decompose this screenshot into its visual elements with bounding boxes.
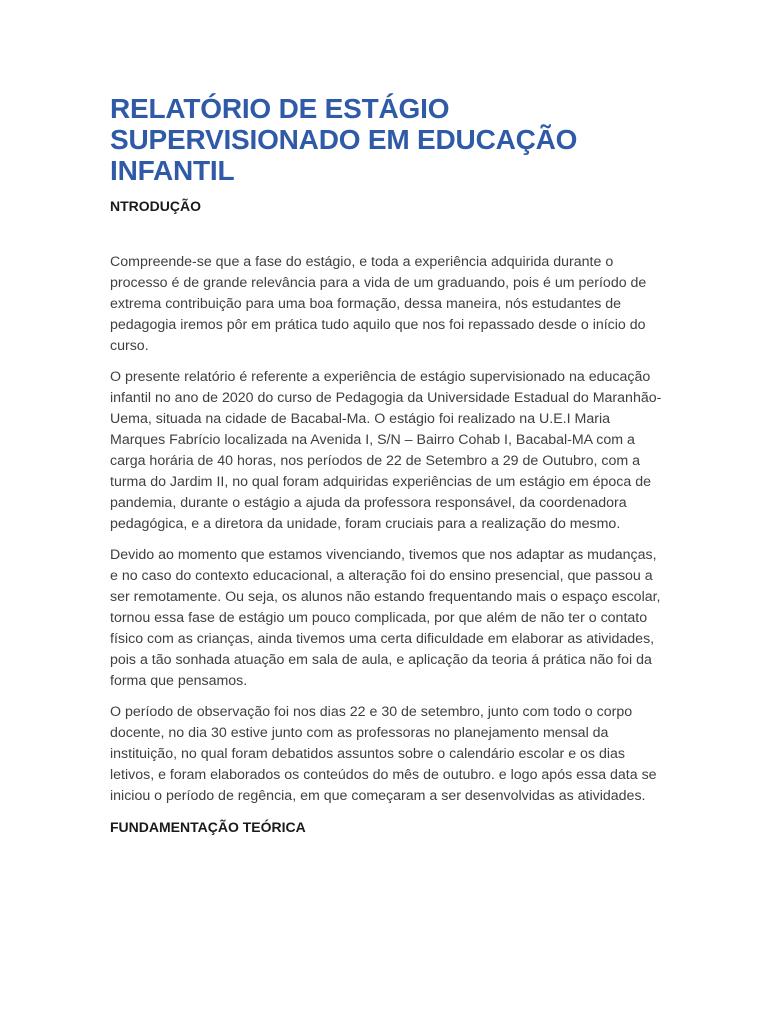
paragraph-2: O presente relatório é referente a experiência de estágio supervisionado na educação infantil no ano de 2020 do curso de Pedagogia da Universidade Estadual do Maranhão- Uema, situada na cidade de Bacabal-Ma. O estágio foi realizado na U.E.I Maria Marques Fabrício localizada na Avenida I, S/N – Bairro Cohab I, Bacabal-MA com a carga horária de 40 horas, nos períodos de 22 de Setembro a 29 de Outubro, com a turma do Jardim II, no qual foram adquiridas experiências de um estágio em época de pandemia, durante o estágio a ajuda da professora responsável, da coordenadora pedagógica, e a diretora da unidade, foram cruciais para a realização do mesmo. <box>110 369 662 532</box>
document-body <box>110 93 662 838</box>
document-title: RELATÓRIO DE ESTÁGIO SUPERVISIONADO EM EDUCAÇÃO INFANTIL <box>110 93 578 186</box>
paragraph-3: Devido ao momento que estamos vivenciando, tivemos que nos adaptar as mudanças, e no caso do contexto educacional, a alteração foi do ensino presencial, que passou a ser remotamente. Ou seja, os alunos não estando frequentando mais o espaço escolar, tornou essa fase de estágio um pouco complicada, por que além de não ter o contato físico com as crianças, ainda tivemos uma certa dificuldade em elaborar as atividades, pois a tão sonhada atuação em sala de aula, e aplicação da teoria á prática não foi da forma que pensamos. <box>110 547 661 689</box>
theoretical-foundation-heading: FUNDAMENTAÇÃO TEÓRICA <box>110 819 306 835</box>
paragraph-4: O período de observação foi nos dias 22 e 30 de setembro, junto com todo o corpo docente, no dia 30 estive junto com as professoras no planejamento mensal da instituição, no qual foram debatidos assuntos sobre o calendário escolar e os dias letivos, e foram elaborados os conteúdos do mês de outubro. e logo após essa data se iniciou o período de regência, em que começaram a ser desenvolvidas as atividades. <box>110 704 657 804</box>
paragraph-1: Compreende-se que a fase do estágio, e toda a experiência adquirida durante o processo é de grande relevância para a vida de um graduando, pois é um período de extrema contribuição para uma boa formação, dessa maneira, nós estudantes de pedagogia iremos pôr em prática tudo aquilo que nos foi repassado desde o início do curso. <box>110 254 647 354</box>
introduction-heading: NTRODUÇÃO <box>110 198 201 214</box>
